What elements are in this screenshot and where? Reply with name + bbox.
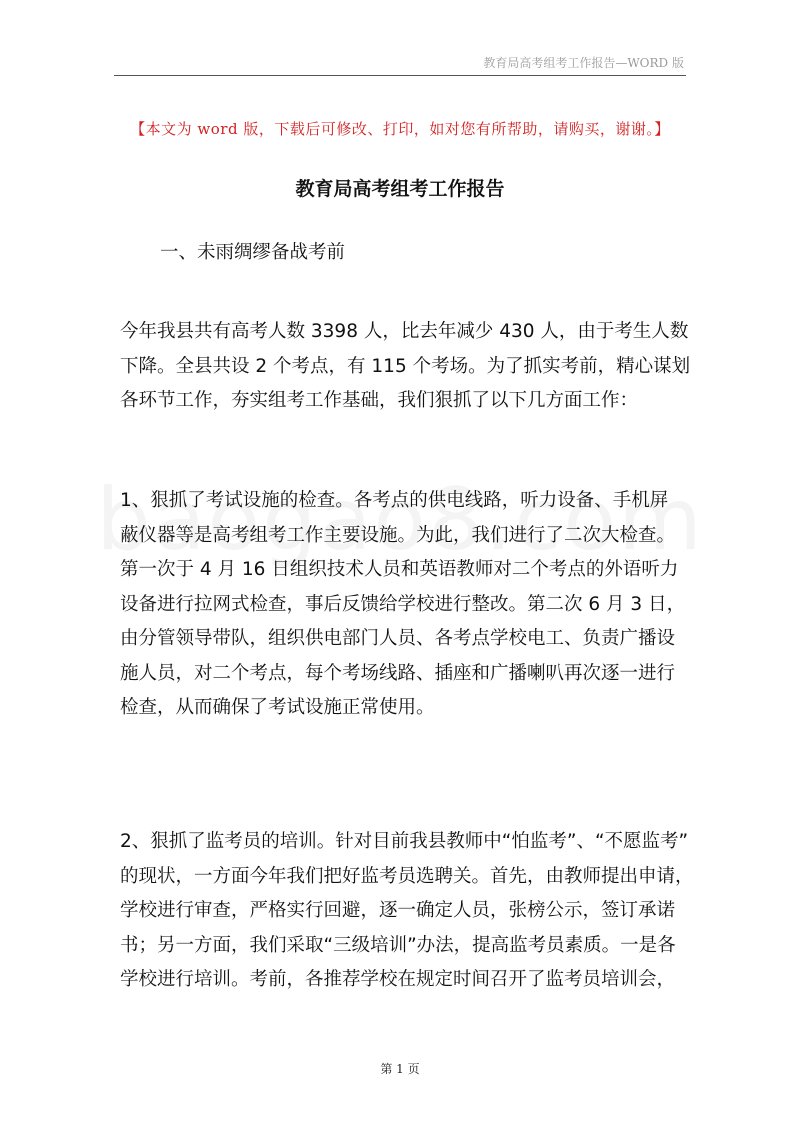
paragraph-line: 设备进行拉网式检查，事后反馈给学校进行整改。第二次 6 月 3 日， [120, 593, 686, 615]
paragraph-line: 学校进行审查，严格实行回避，逐一确定人员，张榜公示，签订承诺 [120, 900, 676, 921]
running-header: 教育局高考组考工作报告—WORD 版 [483, 56, 684, 70]
paragraph-line: 2、狠抓了监考员的培训。针对目前我县教师中“怕监考”、“不愿监考” [120, 831, 689, 852]
paragraph-proctor-training [120, 825, 694, 998]
header-divider [114, 75, 686, 76]
paragraph-line: 第一次于 4 月 16 日组织技术人员和英语教师对二个考点的外语听力 [120, 559, 679, 580]
paragraph-line: 各环节工作，夯实组考工作基础，我们狠抓了以下几方面工作： [120, 390, 639, 411]
paragraph-intro [120, 315, 690, 419]
paragraph-line: 的现状，一方面今年我们把好监考员选聘关。首先，由教师提出申请， [120, 865, 694, 887]
paragraph-line: 施人员，对二个考点，每个考场线路、插座和广播喇叭再次逐一进行 [120, 662, 676, 684]
document-title: 教育局高考组考工作报告 [295, 178, 505, 200]
paragraph-line: 由分管领导带队，组织供电部门人员、各考点学校电工、负责广播设 [120, 628, 676, 649]
paragraph-line: 书；另一方面，我们采取“三级培训”办法，提高监考员素质。一是各 [120, 934, 676, 956]
paragraph-line: 学校进行培训。考前，各推荐学校在规定时间召开了监考员培训会， [120, 969, 676, 990]
page-number: 第 1 页 [380, 1062, 420, 1076]
paragraph-line: 下降。全县共设 2 个考点，有 115 个考场。为了抓实考前，精心谋划 [120, 355, 691, 377]
paragraph-line: 蔽仪器等是高考组考工作主要设施。为此，我们进行了二次大检查。 [120, 524, 676, 546]
purchase-notice: 【本文为 word 版，下载后可修改、打印，如对您有所帮助，请购买，谢谢。】 [130, 120, 670, 138]
paragraph-line: 1、狠抓了考试设施的检查。各考点的供电线路，听力设备、手机屏 [120, 490, 669, 511]
paragraph-line: 今年我县共有高考人数 3398 人，比去年减少 430 人，由于考生人数 [120, 321, 689, 342]
section-heading: 一、未雨绸缪备战考前 [160, 242, 346, 263]
paragraph-facilities-check [120, 484, 690, 726]
paragraph-line: 检查，从而确保了考试设施正常使用。 [120, 697, 435, 718]
